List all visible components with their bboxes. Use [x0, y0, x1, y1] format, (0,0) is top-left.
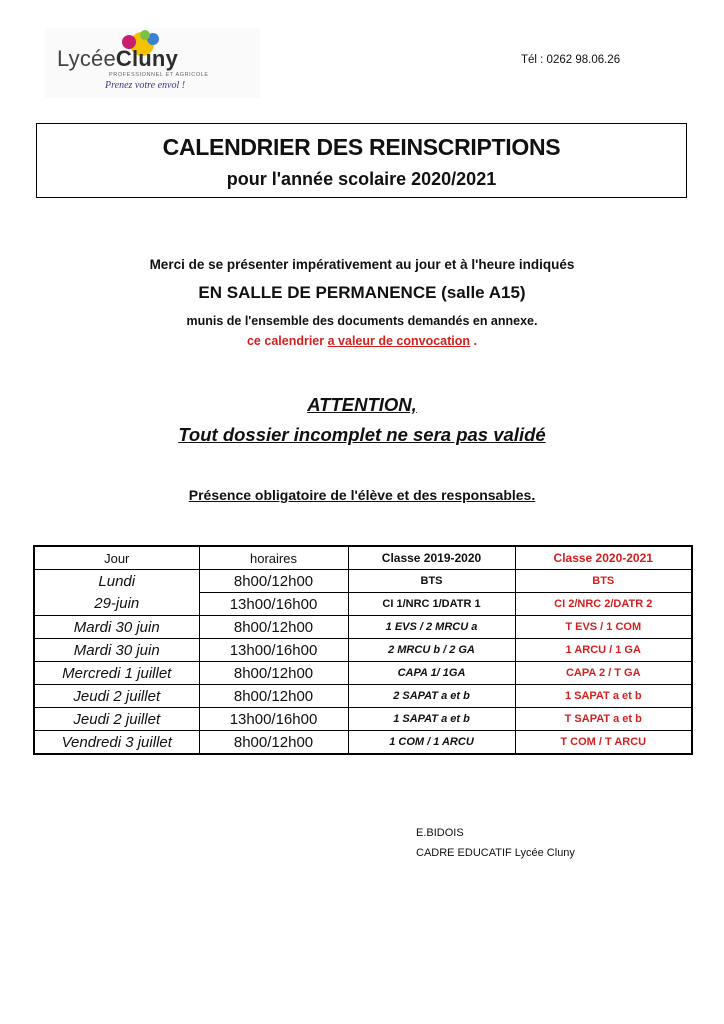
row-jour: Vendredi 3 juillet: [34, 731, 199, 755]
row-jour: 29-juin: [34, 593, 199, 616]
convocation-notice: [0, 334, 724, 348]
table-header-row: [34, 546, 692, 570]
header-classe-2020: Classe 2020-2021: [515, 546, 692, 570]
row-jour: Mardi 30 juin: [34, 639, 199, 662]
logo-name-part2: Cluny: [115, 46, 179, 71]
row-horaires: 8h00/12h00: [199, 616, 348, 639]
signatory-name: E.BIDOIS: [416, 827, 464, 839]
row-classe-new: T EVS / 1 COM: [515, 616, 692, 639]
attention-heading: ATTENTION,: [307, 394, 417, 415]
row-horaires: 8h00/12h00: [199, 662, 348, 685]
row-classe-old: 1 EVS / 2 MRCU a: [348, 616, 515, 639]
row-classe-new: BTS: [515, 570, 692, 593]
row-classe-old: CAPA 1/ 1GA: [348, 662, 515, 685]
logo-subtitle: PROFESSIONNEL ET AGRICOLE: [109, 72, 209, 78]
row-classe-new: CI 2/NRC 2/DATR 2: [515, 593, 692, 616]
table-row: [34, 616, 692, 639]
table-row: [34, 708, 692, 731]
row-classe-new: T SAPAT a et b: [515, 708, 692, 731]
row-classe-old: 2 SAPAT a et b: [348, 685, 515, 708]
schedule-table: [33, 545, 693, 755]
row-jour: Mercredi 1 juillet: [34, 662, 199, 685]
row-classe-old: 1 SAPAT a et b: [348, 708, 515, 731]
row-horaires: 8h00/12h00: [199, 570, 348, 593]
row-jour: Jeudi 2 juillet: [34, 685, 199, 708]
page-subtitle: pour l'année scolaire 2020/2021: [226, 169, 497, 189]
row-horaires: 13h00/16h00: [199, 639, 348, 662]
convocation-prefix: ce calendrier: [246, 334, 325, 348]
row-horaires: 8h00/12h00: [199, 685, 348, 708]
phone-number: Tél : 0262 98.06.26: [521, 54, 621, 66]
table-row: [34, 731, 692, 755]
row-horaires: 13h00/16h00: [199, 593, 348, 616]
row-classe-new: T COM / T ARCU: [515, 731, 692, 755]
attention-message: Tout dossier incomplet ne sera pas validé: [178, 424, 546, 445]
logo-slogan: Prenez votre envol !: [105, 80, 186, 91]
signatory-role: CADRE EDUCATIF Lycée Cluny: [416, 847, 575, 859]
table-row: [34, 662, 692, 685]
header-horaires: horaires: [199, 546, 348, 570]
instruction-location: EN SALLE DE PERMANENCE (salle A15): [198, 283, 526, 302]
table-row: [34, 685, 692, 708]
logo-name-part1: Lycée: [57, 46, 116, 71]
logo-name: [57, 46, 178, 72]
instruction-line-3: munis de l'ensemble des documents demandés en annexe.: [186, 314, 538, 328]
title-box: [36, 123, 687, 198]
row-classe-old: BTS: [348, 570, 515, 593]
row-classe-new: 1 ARCU / 1 GA: [515, 639, 692, 662]
row-classe-old: 2 MRCU b / 2 GA: [348, 639, 515, 662]
convocation-underlined: a valeur de convocation: [327, 334, 471, 348]
row-jour: Lundi: [34, 570, 199, 593]
row-jour: Jeudi 2 juillet: [34, 708, 199, 731]
header-jour: Jour: [34, 546, 199, 570]
page-title: CALENDRIER DES REINSCRIPTIONS: [162, 134, 561, 160]
header-classe-2019: Classe 2019-2020: [348, 546, 515, 570]
table-row: [34, 570, 692, 593]
instruction-line-1: Merci de se présenter impérativement au jour et à l'heure indiqués: [149, 257, 575, 272]
row-horaires: 13h00/16h00: [199, 708, 348, 731]
row-horaires: 8h00/12h00: [199, 731, 348, 755]
row-classe-new: 1 SAPAT a et b: [515, 685, 692, 708]
table-row: [34, 639, 692, 662]
school-logo: [45, 28, 260, 98]
table-row: [34, 593, 692, 616]
row-classe-old: 1 COM / 1 ARCU: [348, 731, 515, 755]
row-classe-new: CAPA 2 / T GA: [515, 662, 692, 685]
row-jour: Mardi 30 juin: [34, 616, 199, 639]
row-classe-old: CI 1/NRC 1/DATR 1: [348, 593, 515, 616]
presence-notice: Présence obligatoire de l'élève et des responsables.: [188, 487, 536, 503]
convocation-suffix: .: [473, 334, 477, 348]
